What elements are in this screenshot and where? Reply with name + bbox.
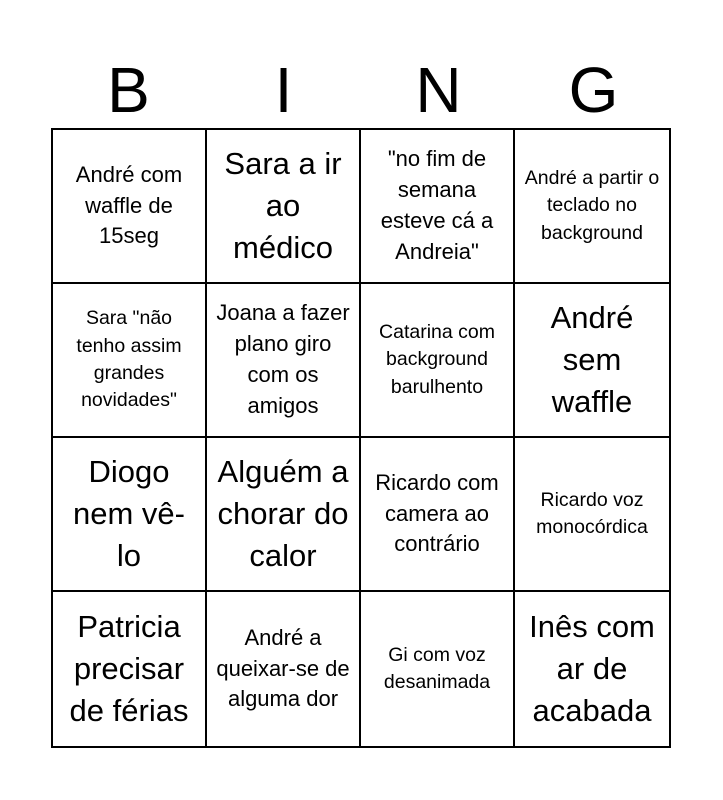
bingo-cell[interactable] bbox=[361, 438, 515, 592]
cell-text: Ricardo voz monocórdica bbox=[536, 488, 648, 538]
cell-text: Gi com voz desanimada bbox=[383, 643, 491, 693]
bingo-grid bbox=[51, 128, 671, 748]
bingo-cell[interactable] bbox=[207, 438, 361, 592]
cell-text: André a partir o teclado no background bbox=[524, 167, 660, 244]
cell-text: André sem waffle bbox=[550, 300, 634, 419]
bingo-cell[interactable] bbox=[515, 592, 669, 746]
bingo-cell[interactable] bbox=[53, 130, 207, 284]
cell-text: Patricia precisar de férias bbox=[69, 609, 189, 728]
bingo-cell[interactable] bbox=[53, 284, 207, 438]
bingo-cell[interactable] bbox=[207, 592, 361, 746]
header-letter-b: B bbox=[107, 54, 150, 126]
cell-text: Sara "não tenho assim grandes novidades" bbox=[76, 307, 182, 412]
cell-text: André com waffle de 15seg bbox=[75, 161, 183, 249]
bingo-cell[interactable] bbox=[515, 438, 669, 592]
bingo-cell[interactable] bbox=[207, 130, 361, 284]
header-letter-i: I bbox=[274, 54, 293, 126]
cell-text: Joana a fazer plano giro com os amigos bbox=[216, 300, 350, 418]
bingo-cell[interactable] bbox=[361, 592, 515, 746]
bingo-cell[interactable] bbox=[53, 438, 207, 592]
cell-text: "no fim de semana esteve cá a Andreia" bbox=[380, 146, 494, 264]
cell-text: Sara a ir ao médico bbox=[224, 146, 342, 265]
header-letter-g: G bbox=[568, 54, 619, 126]
bingo-header bbox=[51, 52, 671, 128]
cell-text: Alguém a chorar do calor bbox=[217, 454, 349, 573]
cell-text: Catarina com background barulhento bbox=[379, 321, 495, 398]
cell-text: Inês com ar de acabada bbox=[529, 609, 655, 728]
cell-text: Diogo nem vê-lo bbox=[73, 454, 185, 573]
bingo-cell[interactable] bbox=[207, 284, 361, 438]
cell-text: André a queixar-se de alguma dor bbox=[216, 624, 350, 712]
bingo-cell[interactable] bbox=[361, 284, 515, 438]
bingo-cell[interactable] bbox=[361, 130, 515, 284]
bingo-cell[interactable] bbox=[515, 130, 669, 284]
cell-text: Ricardo com camera ao contrário bbox=[375, 469, 499, 557]
bingo-cell[interactable] bbox=[515, 284, 669, 438]
header-letter-n: N bbox=[415, 54, 462, 126]
bingo-cell[interactable] bbox=[53, 592, 207, 746]
